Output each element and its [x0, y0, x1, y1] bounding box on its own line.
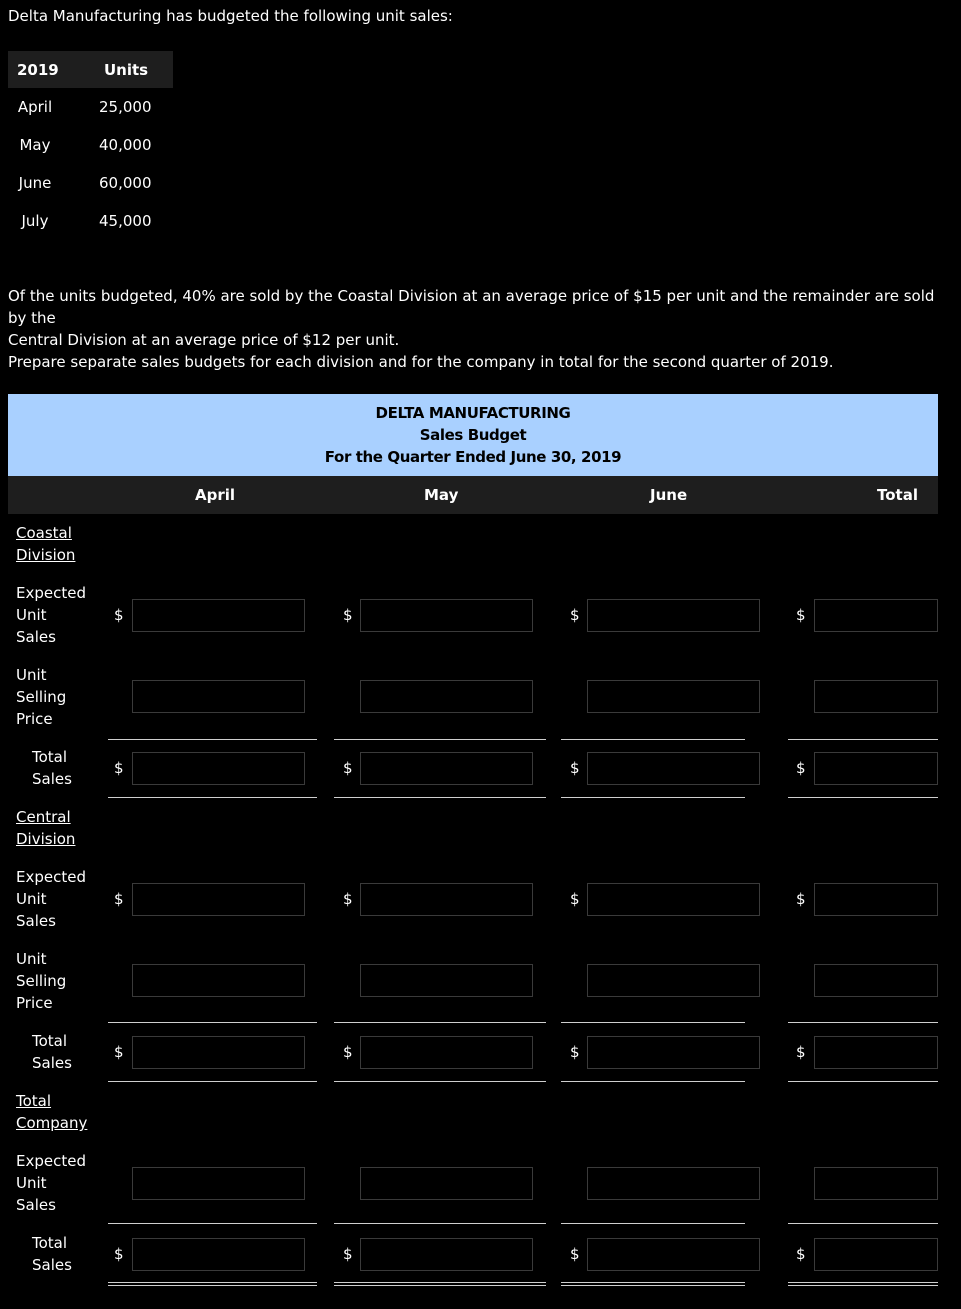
coastal-total-sales-input-total[interactable] [814, 752, 938, 785]
label-line: Price [16, 710, 53, 728]
underline-rule [334, 797, 546, 798]
total-sales-label [32, 746, 72, 790]
central-unit-selling-price-input-may[interactable] [360, 964, 533, 997]
dollar-sign: $ [796, 759, 806, 777]
underline-rule [788, 1081, 938, 1082]
underline-rule [334, 1223, 546, 1224]
label-line: Coastal [16, 524, 72, 542]
double-underline-rule [334, 1285, 546, 1286]
underline-rule [108, 797, 317, 798]
column-header-june: June [650, 486, 688, 504]
table-row [8, 88, 173, 126]
total-expected-unit-sales-input-april[interactable] [132, 1167, 305, 1200]
label-line: Price [16, 994, 53, 1012]
instructions-line: Central Division at an average price of $12 per unit. [8, 331, 400, 349]
units-cell: 45,000 [99, 212, 152, 230]
double-underline-rule [561, 1285, 745, 1286]
column-header-may: May [424, 486, 459, 504]
coastal-unit-selling-price-input-april[interactable] [132, 680, 305, 713]
label-line: Selling [16, 688, 67, 706]
label-line: Division [16, 830, 76, 848]
units-cell: 40,000 [99, 136, 152, 154]
total-expected-unit-sales-input-may[interactable] [360, 1167, 533, 1200]
label-line: Central [16, 808, 71, 826]
underline-rule [334, 739, 546, 740]
label-line: Expected [16, 584, 86, 602]
total-company-sales-input-may[interactable] [360, 1238, 533, 1271]
units-table-header [8, 51, 173, 88]
units-cell: 60,000 [99, 174, 152, 192]
dollar-sign: $ [570, 759, 580, 777]
coastal-expected-unit-sales-input-may[interactable] [360, 599, 533, 632]
dollar-sign: $ [343, 759, 353, 777]
label-line: Sales [16, 1196, 56, 1214]
underline-rule [561, 797, 745, 798]
underline-rule [108, 1081, 317, 1082]
central-unit-selling-price-input-april[interactable] [132, 964, 305, 997]
underline-rule [108, 1022, 317, 1023]
instructions-paragraph [8, 285, 948, 351]
underline-rule [561, 1223, 745, 1224]
coastal-expected-unit-sales-input-april[interactable] [132, 599, 305, 632]
double-underline-rule [108, 1285, 317, 1286]
dollar-sign: $ [796, 890, 806, 908]
coastal-expected-unit-sales-input-total[interactable] [814, 599, 938, 632]
double-underline-rule [788, 1285, 938, 1286]
table-row [8, 126, 173, 164]
central-total-sales-input-june[interactable] [587, 1036, 760, 1069]
central-total-sales-input-may[interactable] [360, 1036, 533, 1069]
underline-rule [788, 1282, 938, 1283]
label-line: Total [32, 748, 68, 766]
dollar-sign: $ [570, 890, 580, 908]
label-line: Expected [16, 1152, 86, 1170]
section-total-company [16, 1090, 87, 1134]
total-company-sales-input-june[interactable] [587, 1238, 760, 1271]
section-coastal-division [16, 522, 75, 566]
intro-text: Delta Manufacturing has budgeted the following unit sales: [8, 7, 453, 25]
coastal-unit-selling-price-input-may[interactable] [360, 680, 533, 713]
units-header: Units [104, 61, 149, 79]
label-line: Unit [16, 950, 47, 968]
company-name: DELTA MANUFACTURING [375, 404, 571, 422]
dollar-sign: $ [570, 1245, 580, 1263]
label-line: Unit [16, 1174, 47, 1192]
underline-rule [108, 1282, 317, 1283]
underline-rule [108, 739, 317, 740]
label-line: Sales [16, 912, 56, 930]
underline-rule [788, 739, 938, 740]
central-total-sales-input-total[interactable] [814, 1036, 938, 1069]
total-sales-label [32, 1232, 72, 1276]
underline-rule [561, 1022, 745, 1023]
label-line: Unit [16, 666, 47, 684]
label-line: Company [16, 1114, 88, 1132]
month-cell: May [19, 136, 51, 154]
dollar-sign: $ [114, 606, 124, 624]
task-paragraph: Prepare separate sales budgets for each division and for the company in total for the second quarter of 2019. [8, 353, 834, 371]
column-header-row [8, 476, 938, 514]
underline-rule [561, 1081, 745, 1082]
table-row [8, 164, 173, 202]
dollar-sign: $ [114, 890, 124, 908]
underline-rule [334, 1282, 546, 1283]
central-unit-selling-price-input-june[interactable] [587, 964, 760, 997]
label-line: Sales [16, 628, 56, 646]
coastal-total-sales-input-june[interactable] [587, 752, 760, 785]
label-line: Total [32, 1234, 68, 1252]
section-central-division [16, 806, 75, 850]
year-header: 2019 [17, 61, 59, 79]
coastal-total-sales-input-april[interactable] [132, 752, 305, 785]
dollar-sign: $ [343, 606, 353, 624]
dollar-sign: $ [570, 1043, 580, 1061]
central-unit-selling-price-input-total[interactable] [814, 964, 938, 997]
underline-rule [334, 1022, 546, 1023]
dollar-sign: $ [796, 1043, 806, 1061]
instructions-line: Of the units budgeted, 40% are sold by the Coastal Division at an average price of $15 per unit and the remainder are sold by the [8, 287, 935, 327]
month-cell: July [21, 212, 49, 230]
label-line: Unit [16, 606, 47, 624]
label-line: Expected [16, 868, 86, 886]
dollar-sign: $ [114, 759, 124, 777]
central-expected-unit-sales-input-may[interactable] [360, 883, 533, 916]
label-line: Unit [16, 890, 47, 908]
budget-period: For the Quarter Ended June 30, 2019 [324, 448, 622, 466]
expected-unit-sales-label [16, 582, 86, 648]
dollar-sign: $ [570, 606, 580, 624]
central-total-sales-input-april[interactable] [132, 1036, 305, 1069]
label-line: Sales [32, 770, 72, 788]
label-line: Total [16, 1092, 52, 1110]
month-cell: April [17, 98, 53, 116]
dollar-sign: $ [114, 1245, 124, 1263]
budget-title: Sales Budget [419, 426, 527, 444]
unit-selling-price-label [16, 664, 66, 730]
underline-rule [334, 1081, 546, 1082]
label-line: Division [16, 546, 76, 564]
underline-rule [561, 739, 745, 740]
dollar-sign: $ [343, 1245, 353, 1263]
underline-rule [788, 797, 938, 798]
central-expected-unit-sales-input-april[interactable] [132, 883, 305, 916]
total-expected-unit-sales-input-june[interactable] [587, 1167, 760, 1200]
dollar-sign: $ [114, 1043, 124, 1061]
dollar-sign: $ [343, 1043, 353, 1061]
dollar-sign: $ [343, 890, 353, 908]
underline-rule [561, 1282, 745, 1283]
coastal-unit-selling-price-input-june[interactable] [587, 680, 760, 713]
coastal-expected-unit-sales-input-june[interactable] [587, 599, 760, 632]
label-line: Sales [32, 1054, 72, 1072]
expected-unit-sales-label [16, 1150, 86, 1216]
label-line: Selling [16, 972, 67, 990]
label-line: Total [32, 1032, 68, 1050]
dollar-sign: $ [796, 1245, 806, 1263]
units-cell: 25,000 [99, 98, 152, 116]
total-sales-label [32, 1030, 72, 1074]
column-header-total: Total [877, 486, 918, 504]
total-company-sales-input-total[interactable] [814, 1238, 938, 1271]
label-line: Sales [32, 1256, 72, 1274]
central-expected-unit-sales-input-total[interactable] [814, 883, 938, 916]
column-header-april: April [195, 486, 236, 504]
budget-title-band [8, 394, 938, 476]
total-company-sales-input-april[interactable] [132, 1238, 305, 1271]
expected-unit-sales-label [16, 866, 86, 932]
underline-rule [788, 1022, 938, 1023]
month-cell: June [18, 174, 52, 192]
underline-rule [108, 1223, 317, 1224]
coastal-unit-selling-price-input-total[interactable] [814, 680, 938, 713]
table-row [8, 202, 173, 240]
coastal-total-sales-input-may[interactable] [360, 752, 533, 785]
total-expected-unit-sales-input-total[interactable] [814, 1167, 938, 1200]
unit-selling-price-label [16, 948, 66, 1014]
central-expected-unit-sales-input-june[interactable] [587, 883, 760, 916]
underline-rule [788, 1223, 938, 1224]
dollar-sign: $ [796, 606, 806, 624]
